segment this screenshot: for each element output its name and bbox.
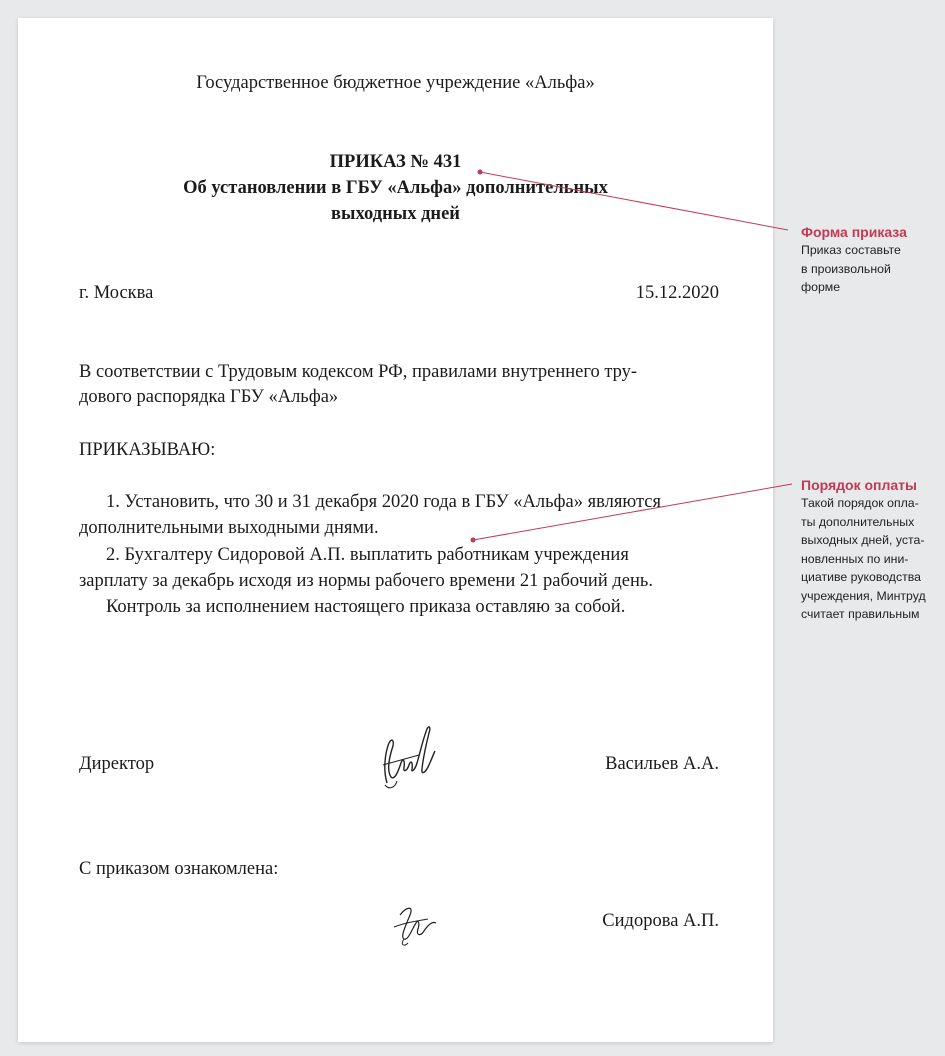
director-name: Васильев А.А. bbox=[605, 754, 719, 774]
preamble-line-2: дового распорядка ГБУ «Альфа» bbox=[79, 387, 339, 407]
payment-callout-line-3: выходных дней, уста- bbox=[801, 533, 925, 547]
form-callout-title: Форма приказа bbox=[801, 224, 907, 240]
payment-callout-line bbox=[473, 484, 792, 540]
control-line: Контроль за исполнением настоящего приказа оставляю за собой. bbox=[106, 597, 626, 617]
order-item-1-line-2: дополнительными выходными днями. bbox=[79, 518, 379, 538]
form-callout-line-1: Приказ составьте bbox=[801, 243, 901, 257]
payment-callout-line-5: циативе руководства bbox=[801, 570, 921, 584]
order-item-2-line-1: 2. Бухгалтеру Сидоровой А.П. выплатить работникам учреждения bbox=[106, 545, 629, 565]
order-item-1-line-1: 1. Установить, что 30 и 31 декабря 2020 года в ГБУ «Альфа» являются bbox=[106, 492, 661, 512]
organization-header: Государственное бюджетное учреждение «Альфа» bbox=[196, 73, 595, 93]
form-callout bbox=[801, 223, 907, 297]
director-title: Директор bbox=[79, 754, 155, 774]
payment-callout bbox=[801, 476, 926, 624]
payment-callout-title: Порядок оплаты bbox=[801, 477, 917, 493]
form-callout-line-2: в произвольной bbox=[801, 261, 891, 276]
payment-callout-line-1: Такой порядок опла- bbox=[801, 496, 919, 510]
payment-callout-line-6: учреждения, Минтруд bbox=[801, 588, 926, 603]
preamble-line-1: В соответствии с Трудовым кодексом РФ, правилами внутреннего тру- bbox=[79, 362, 638, 382]
order-word: ПРИКАЗЫВАЮ: bbox=[79, 440, 216, 460]
order-subject-line-2: выходных дней bbox=[331, 204, 460, 224]
acquainted-label: С приказом ознакомлена: bbox=[79, 859, 279, 879]
order-title: ПРИКАЗ № 431 bbox=[329, 152, 462, 172]
payment-callout-line-7: считает правильным bbox=[801, 607, 920, 621]
form-callout-line-3: форме bbox=[801, 280, 841, 294]
form-callout-line bbox=[480, 172, 788, 230]
order-subject-line-1: Об установлении в ГБУ «Альфа» дополнительных bbox=[183, 178, 608, 198]
payment-callout-line-2: ты дополнительных bbox=[801, 514, 915, 529]
payment-callout-line-4: новленных по ини- bbox=[801, 551, 909, 566]
order-date: 15.12.2020 bbox=[635, 283, 719, 303]
city: г. Москва bbox=[79, 283, 154, 303]
acquainted-name: Сидорова А.П. bbox=[602, 911, 719, 931]
order-item-2-line-2: зарплату за декабрь исходя из нормы рабочего времени 21 рабочий день. bbox=[79, 571, 653, 591]
